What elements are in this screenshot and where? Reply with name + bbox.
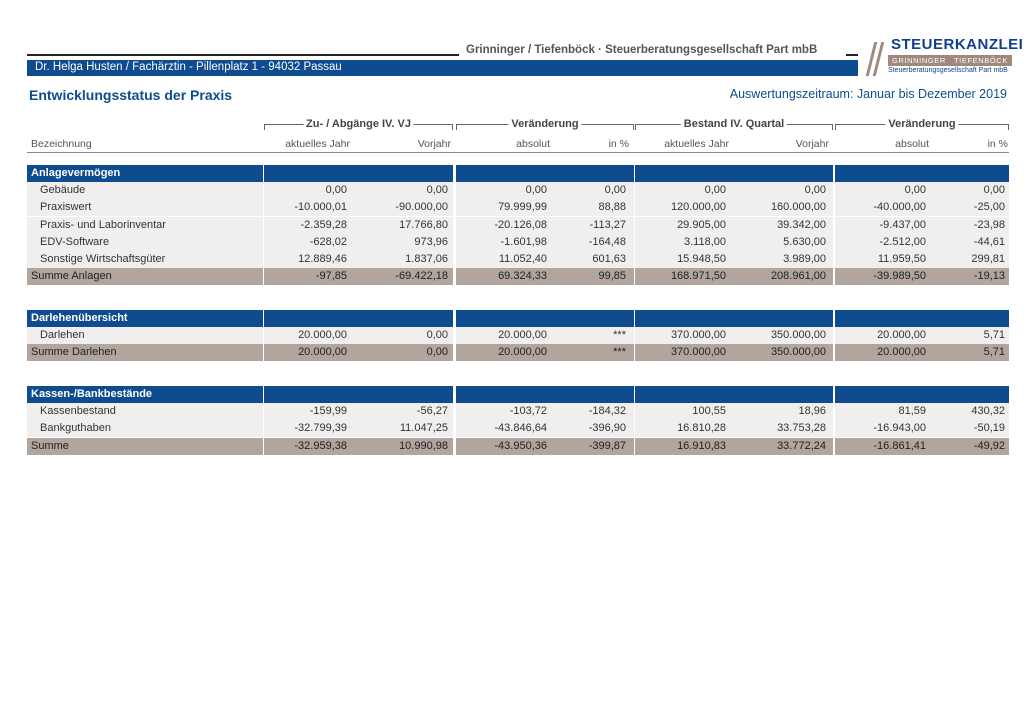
row-label: Bankguthaben — [40, 422, 111, 435]
row-value: 168.971,50 — [670, 270, 726, 283]
row-value: -184,32 — [588, 405, 626, 418]
row-value: -39.989,50 — [873, 270, 926, 283]
row-value: -103,72 — [509, 405, 547, 418]
row-label: EDV-Software — [40, 235, 110, 248]
row-value: 20.000,00 — [498, 329, 547, 342]
row-band — [835, 386, 1009, 403]
group-tick — [835, 124, 836, 130]
section-header — [27, 310, 1009, 327]
row-value: 0,00 — [804, 184, 826, 197]
row-band — [456, 165, 634, 182]
group-tick — [635, 124, 636, 130]
column-header: aktuelles Jahr — [664, 138, 729, 150]
row-value: -69.422,18 — [395, 270, 448, 283]
column-group — [456, 118, 634, 130]
row-value: 370.000,00 — [670, 346, 726, 359]
row-value: 299,81 — [971, 253, 1005, 265]
logo-name1: GRINNINGER — [888, 55, 950, 66]
table-row — [27, 182, 1009, 199]
section-title: Darlehenübersicht — [31, 312, 128, 324]
row-value: 370.000,00 — [670, 329, 726, 342]
column-group-label: Bestand IV. Quartal — [681, 118, 787, 130]
row-value: 15.948,50 — [677, 253, 726, 265]
row-value: 3.989,00 — [783, 253, 826, 265]
row-value: 208.961,00 — [770, 270, 826, 283]
row-value: -16.861,41 — [873, 439, 926, 452]
row-value: 601,63 — [592, 253, 626, 265]
client-bar — [27, 60, 858, 76]
column-group-label: Veränderung — [508, 118, 581, 130]
row-value: -25,00 — [973, 201, 1005, 214]
column-group-label: Zu- / Abgänge IV. VJ — [303, 118, 414, 130]
row-value: 160.000,00 — [770, 201, 826, 214]
group-tick — [264, 124, 265, 130]
row-value: -56,27 — [416, 405, 448, 418]
row-value: -1.601,98 — [500, 235, 547, 248]
row-value: -399,87 — [588, 439, 626, 452]
row-value: -97,85 — [315, 270, 347, 283]
column-header: Bezeichnung — [31, 138, 92, 150]
table-row — [27, 420, 1009, 437]
column-group-label: Veränderung — [885, 118, 958, 130]
row-value: -19,13 — [973, 270, 1005, 283]
report-period: Auswertungszeitraum: Januar bis Dezember 2019 — [729, 87, 1007, 101]
row-value: 11.052,40 — [498, 253, 547, 265]
row-value: *** — [613, 346, 626, 359]
row-value: 16.910,83 — [677, 439, 726, 452]
row-band — [835, 310, 1009, 327]
section-header — [27, 165, 1009, 182]
row-value: -9.437,00 — [879, 218, 926, 231]
row-value: *** — [613, 329, 626, 342]
section-title: Anlagevermögen — [31, 167, 121, 179]
row-value: 99,85 — [598, 270, 626, 283]
row-value: -43.950,36 — [494, 439, 547, 452]
row-value: 16.810,28 — [677, 422, 726, 435]
sum-row — [27, 344, 1009, 361]
row-value: 20.000,00 — [498, 346, 547, 359]
group-tick — [456, 124, 457, 130]
row-value: 33.753,28 — [777, 422, 826, 435]
row-label: Praxis- und Laborinventar — [40, 218, 166, 231]
row-value: 12.889,46 — [298, 253, 347, 265]
row-value: -32.959,38 — [294, 439, 347, 452]
row-value: 3.118,00 — [683, 235, 726, 248]
row-label: Gebäude — [40, 184, 86, 197]
row-value: 11.047,25 — [399, 422, 448, 435]
logo-name2: TIEFENBÖCK — [950, 55, 1012, 66]
group-tick — [633, 124, 634, 130]
row-value: -90.000,00 — [395, 201, 448, 214]
column-group — [264, 118, 453, 130]
row-value: 69.324,33 — [498, 270, 547, 283]
row-value: 1.837,06 — [405, 253, 448, 265]
row-value: 20.000,00 — [298, 329, 347, 342]
row-value: 17.766,80 — [399, 218, 448, 231]
group-tick — [1008, 124, 1009, 130]
row-value: -159,99 — [309, 405, 347, 418]
row-band — [635, 165, 833, 182]
row-label: Sonstige Wirtschaftsgüter — [40, 253, 166, 265]
row-value: 973,96 — [414, 235, 448, 248]
column-header: aktuelles Jahr — [285, 138, 350, 150]
client-info: Dr. Helga Husten / Fachärztin - Pillenplatz 1 - 94032 Passau — [35, 61, 342, 73]
row-band — [456, 386, 634, 403]
row-band — [264, 386, 453, 403]
sum-row — [27, 268, 1009, 285]
row-value: -20.126,08 — [494, 218, 547, 231]
table-row — [27, 251, 1009, 268]
section-title: Kassen-/Bankbestände — [31, 388, 153, 400]
row-value: -50,19 — [973, 422, 1005, 435]
row-value: 10.990,98 — [399, 439, 448, 452]
table-row — [27, 403, 1009, 420]
column-header: absolut — [516, 138, 550, 150]
column-header: in % — [987, 138, 1008, 150]
row-value: 0,00 — [904, 184, 926, 197]
row-value: -628,02 — [309, 235, 347, 248]
header-divider — [27, 152, 1009, 153]
row-value: -40.000,00 — [873, 201, 926, 214]
row-value: 88,88 — [598, 201, 626, 214]
firm-name: Grinninger / Tiefenböck · Steuerberatungsgesellschaft Part mbB — [466, 44, 818, 56]
row-value: -10.000,01 — [294, 201, 347, 214]
row-value: 29.905,00 — [677, 218, 726, 231]
row-value: 39.342,00 — [777, 218, 826, 231]
table-row — [27, 234, 1009, 251]
column-group — [835, 118, 1009, 130]
row-value: 350.000,00 — [770, 329, 826, 342]
row-label: Summe — [31, 439, 69, 452]
row-value: 81,59 — [898, 405, 926, 418]
row-value: -23,98 — [973, 218, 1005, 231]
row-value: 33.772,24 — [777, 439, 826, 452]
row-band — [456, 310, 634, 327]
row-value: -43.846,64 — [494, 422, 547, 435]
row-value: 0,00 — [426, 184, 448, 197]
header-rule — [27, 54, 459, 56]
column-header: in % — [608, 138, 629, 150]
row-value: -164,48 — [588, 235, 626, 248]
row-value: 0,00 — [426, 346, 448, 359]
table-row — [27, 327, 1009, 344]
row-value: -49,92 — [973, 439, 1005, 452]
row-value: -396,90 — [588, 422, 626, 435]
row-value: 20.000,00 — [298, 346, 347, 359]
row-value: 5.630,00 — [783, 235, 826, 248]
row-value: -2.512,00 — [879, 235, 926, 248]
row-value: 100,55 — [692, 405, 726, 418]
column-header: absolut — [895, 138, 929, 150]
row-value: -32.799,39 — [294, 422, 347, 435]
row-label: Summe Anlagen — [31, 270, 112, 283]
row-label: Praxiswert — [40, 201, 92, 214]
row-value: 20.000,00 — [877, 329, 926, 342]
row-value: 0,00 — [983, 184, 1005, 197]
column-header: Vorjahr — [795, 138, 829, 150]
column-header: Vorjahr — [417, 138, 451, 150]
table-row — [27, 199, 1009, 216]
row-label: Darlehen — [40, 329, 85, 342]
row-value: 0,00 — [704, 184, 726, 197]
row-label: Summe Darlehen — [31, 346, 117, 359]
row-value: 5,71 — [983, 346, 1005, 359]
page-title: Entwicklungsstatus der Praxis — [29, 87, 233, 103]
row-value: 18,96 — [798, 405, 826, 418]
row-value: 20.000,00 — [877, 346, 926, 359]
row-value: -113,27 — [589, 218, 626, 231]
group-tick — [832, 124, 833, 130]
row-value: 0,00 — [525, 184, 547, 197]
row-value: 11.959,50 — [877, 253, 926, 265]
firm-logo — [866, 36, 1024, 78]
row-value: 350.000,00 — [770, 346, 826, 359]
row-value: 0,00 — [426, 329, 448, 342]
column-group — [635, 118, 833, 130]
section-header — [27, 386, 1009, 403]
row-band — [635, 310, 833, 327]
row-band — [264, 165, 453, 182]
row-value: 430,32 — [971, 405, 1005, 418]
row-value: 79.999,99 — [498, 201, 547, 214]
group-tick — [452, 124, 453, 130]
row-value: 0,00 — [604, 184, 626, 197]
row-label: Kassenbestand — [40, 405, 116, 418]
row-band — [264, 310, 453, 327]
row-value: -16.943,00 — [873, 422, 926, 435]
row-value: 120.000,00 — [670, 201, 726, 214]
row-value: 0,00 — [325, 184, 347, 197]
header-rule-end — [846, 54, 858, 56]
logo-title: STEUERKANZLEI — [891, 36, 1024, 53]
row-band — [635, 386, 833, 403]
row-value: -44,61 — [973, 235, 1005, 248]
row-value: 5,71 — [983, 329, 1005, 342]
row-band — [835, 165, 1009, 182]
sum-row — [27, 438, 1009, 455]
table-row — [27, 217, 1009, 234]
logo-subtitle: Steuerberatungsgesellschaft Part mbB — [888, 67, 1008, 74]
row-value: -2.359,28 — [300, 218, 347, 231]
